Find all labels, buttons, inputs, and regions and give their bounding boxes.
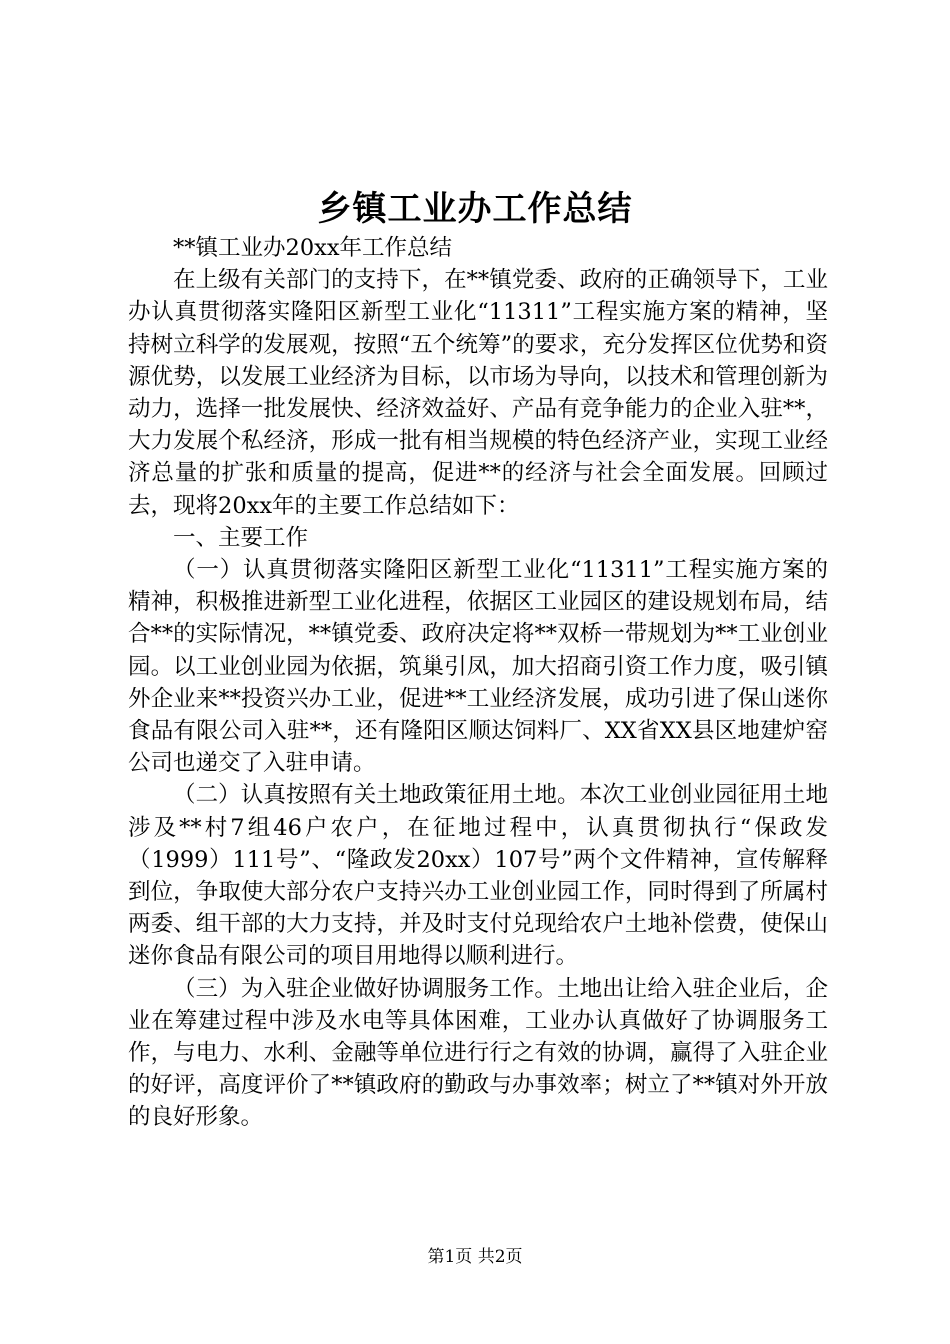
document-body: [128, 232, 828, 1134]
paragraph-item-3: （三）为入驻企业做好协调服务工作。土地出让给入驻企业后，企业在筹建过程中涉及水电等具体困难，工业办认真做好了协调服务工作，与电力、水利、金融等单位进行行之有效的协调，赢得了入驻企业的好评，高度评价了**镇政府的勤政与办事效率；树立了**镇对外开放的良好形象。: [128, 975, 828, 1131]
intro-paragraph: 在上级有关部门的支持下，在**镇党委、政府的正确领导下，工业办认真贯彻落实隆阳区新型工业化“11311”工程实施方案的精神，坚持树立科学的发展观，按照“五个统筹”的要求，充分发挥区位优势和资源优势，以发展工业经济为目标，以市场为导向，以技术和管理创新为动力，选择一批发展快、经济效益好、产品有竞争能力的企业入驻**，大力发展个私经济，形成一批有相当规模的特色经济产业，实现工业经济总量的扩张和质量的提高，促进**的经济与社会全面发展。回顾过去，现将20xx年的主要工作总结如下：: [128, 267, 828, 519]
paragraph-item-1: （一）认真贯彻落实隆阳区新型工业化“11311”工程实施方案的精神，积极推进新型工业化进程，依据区工业园区的建设规划布局，结合**的实际情况，**镇党委、政府决定将**双桥一带规划为**工业创业园。以工业创业园为依据，筑巢引凤，加大招商引资工作力度，吸引镇外企业来**投资兴办工业，促进**工业经济发展，成功引进了保山迷你食品有限公司入驻**，还有隆阳区顺达饲料厂、XX省XX县区地建炉窑公司也递交了入驻申请。: [128, 557, 828, 777]
document-subtitle: **镇工业办20xx年工作总结: [173, 235, 453, 261]
paragraph-item-2: （二）认真按照有关土地政策征用土地。本次工业创业园征用土地涉及**村7组46户农户，在征地过程中，认真贯彻执行“保政发（1999）111号”、“隆政发20xx）107号”两个文件精神，宣传解释到位，争取使大部分农户支持兴办工业创业园工作，同时得到了所属村两委、组干部的大力支持，并及时支付兑现给农户土地补偿费，使保山迷你食品有限公司的项目用地得以顺利进行。: [128, 782, 828, 970]
document-title: 乡镇工业办工作总结: [317, 189, 633, 229]
section-heading: 一、主要工作: [173, 524, 309, 551]
page-number-footer: 第1页 共2页: [427, 1247, 523, 1267]
